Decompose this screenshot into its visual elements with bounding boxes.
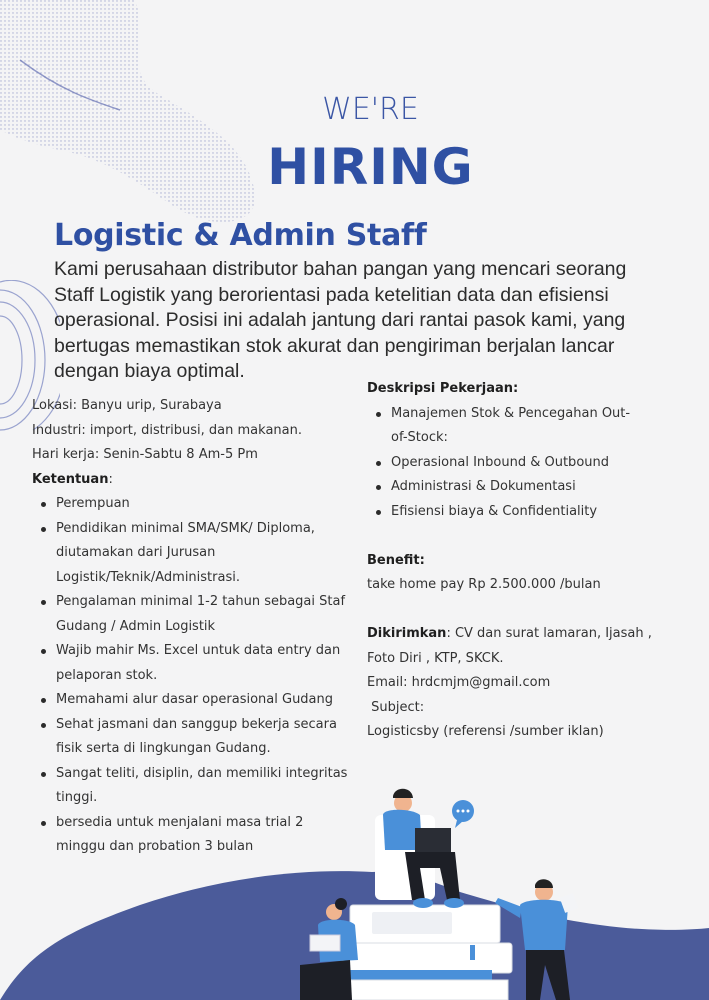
requirement-item: Pengalaman minimal 1-2 tahun sebagai Staf Gudang / Admin Logistik [56,590,361,639]
requirement-item: bersedia untuk menjalani masa trial 2 minggu dan probation 3 bulan [56,811,326,860]
job-description-item: Manajemen Stok & Pencegahan Out-of-Stock: [391,402,646,451]
requirements-colon: : [108,471,113,487]
job-description-item: Administrasi & Dokumentasi [391,475,667,500]
job-description-item: Operasional Inbound & Outbound [391,451,667,476]
job-description-heading: Deskripsi Pekerjaan: [367,381,519,396]
requirement-item: Pendidikan minimal SMA/SMK/ Diploma, diutamakan dari Jurusan Logistik/Teknik/Administrasi. [56,517,341,591]
subject-label: Subject: [367,699,425,715]
job-title: Logistic & Admin Staff [54,218,427,253]
were-heading: WE'RE [322,92,419,127]
requirements-heading [32,468,367,493]
requirement-item: Memahami alur dasar operasional Gudang [56,688,367,713]
hiring-heading: HIRING [267,138,474,196]
working-days-info: Hari kerja: Senin-Sabtu 8 Am-5 Pm [32,447,258,462]
benefit-value: take home pay Rp 2.500.000 /bulan [367,577,601,592]
email-link[interactable]: Email: hrdcmjm@gmail.com [367,675,551,690]
job-description-list [367,402,667,525]
chat-bubble-icon [452,800,474,828]
team-illustration [0,780,709,1000]
requirement-item: Sangat teliti, disiplin, dan memiliki integritas tinggi. [56,762,361,811]
requirement-item: Wajib mahir Ms. Excel untuk data entry dan pelaporan stok. [56,639,361,688]
intro-paragraph: Kami perusahaan distributor bahan pangan yang mencari seorang Staff Logistik yang berorientasi pada ketelitian data dan efisiensi operasional. Posisi ini adalah jantung dari rantai pasok kami, yang bertugas memastikan stok akurat dan pengiriman berjalan lancar dengan biaya optimal. [54,258,627,382]
requirements-label: Ketentuan [32,471,109,487]
submission-label: Dikirimkan [367,626,447,641]
benefit-heading: Benefit: [367,552,425,568]
job-description-item: Efisiensi biaya & Confidentiality [391,500,667,525]
location-info: Lokasi: Banyu urip, Surabaya [32,398,222,413]
requirement-item: Perempuan [56,492,367,517]
subject-value: Logisticsby (referensi /sumber iklan) [367,724,604,739]
industry-info: Industri: import, distribusi, dan makanan. [32,422,302,438]
requirement-item: Sehat jasmani dan sanggup bekerja secara fisik serta di lingkungan Gudang. [56,713,361,762]
submission-info [367,622,659,671]
submission-documents: : CV dan surat lamaran, Ijasah , Foto Diri , KTP, SKCK. [367,626,652,666]
right-column [367,377,667,745]
